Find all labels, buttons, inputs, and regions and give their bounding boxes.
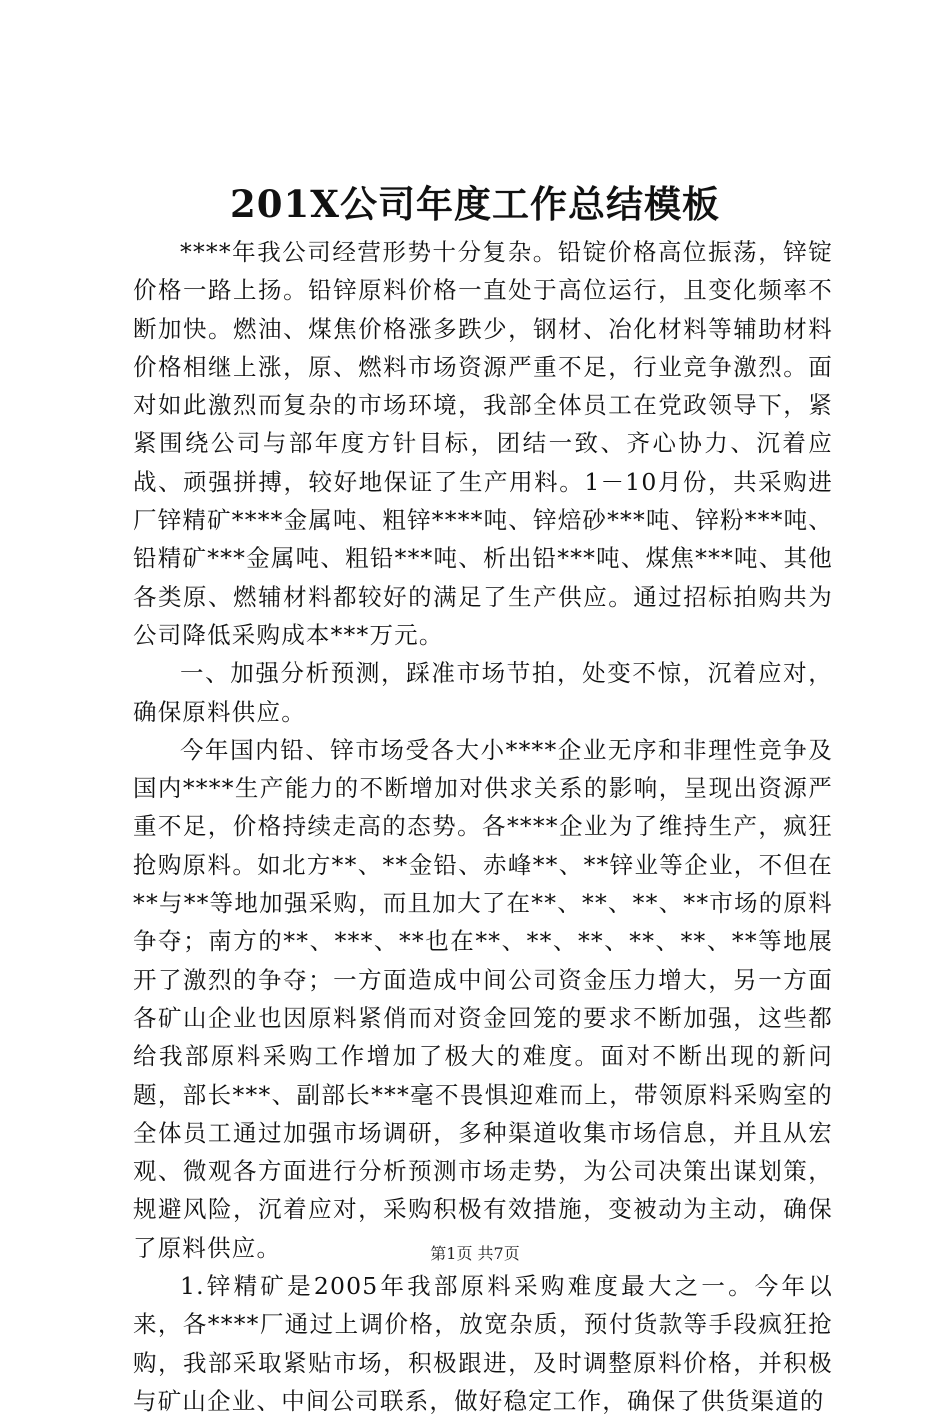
body-paragraph: 今年国内铅、锌市场受各大小****企业无序和非理性竞争及国内****生产能力的不断增加对供求关系的影响，呈现出资源严重不足，价格持续走高的态势。各****企业为了维持生产，疯狂抢购原料。如北方**、**金铅、赤峰**、**锌业等企业，不但在**与**等地加强采购，而且加大了在**、**、**、**市场的原料争夺；南方的**、***、**也在**、**、**、**、**、**等地展开了激烈的争夺；一方面造成中间公司资金压力增大，另一方面各矿山企业也因原料紧俏而对资金回笼的要求不断加强，这些都给我部原料采购工作增加了极大的难度。面对不断出现的新问题，部长***、副部长***毫不畏惧迎难而上，带领原料采购室的全体员工通过加强市场调研，多种渠道收集市场信息，并且从宏观、微观各方面进行分析预测市场走势，为公司决策出谋划策，规避风险，沉着应对，采购积极有效措施，变被动为主动，确保了原料供应。 xyxy=(133,735,833,1262)
body-paragraph: ****年我公司经营形势十分复杂。铅锭价格高位振荡，锌锭价格一路上扬。铅锌原料价格一直处于高位运行，且变化频率不断加快。燃油、煤焦价格涨多跌少，钢材、冶化材料等辅助材料价格相继上涨，原、燃料市场资源严重不足，行业竞争激烈。面对如此激烈而复杂的市场环境，我部全体员工在党政领导下，紧紧围绕公司与部年度方针目标，团结一致、齐心协力、沉着应战、顽强拼搏，较好地保证了生产用料。1－10月份，共采购进厂锌精矿****金属吨、粗锌****吨、锌焙砂***吨、锌粉***吨、铅精矿***金属吨、粗铅***吨、析出铅***吨、煤焦***吨、其他各类原、燃辅材料都较好的满足了生产供应。通过招标拍购共为公司降低采购成本***万元。 xyxy=(133,238,833,649)
document-title: 201X公司年度工作总结模板 xyxy=(230,182,720,226)
body-paragraph: 1.锌精矿是2005年我部原料采购难度最大之一。今年以来，各****厂通过上调价格，放宽杂质，预付货款等手段疯狂抢购，我部采取紧贴市场，积极跟进，及时调整原料价格，并积极与矿山企业、中间公司联系，做好稳定工作，确保了供货渠道的 xyxy=(133,1272,833,1415)
document-body xyxy=(133,233,833,1420)
page-footer: 第1页 共7页 xyxy=(430,1244,520,1263)
section-heading: 一、加强分析预测，踩准市场节拍，处变不惊，沉着应对，确保原料供应。 xyxy=(133,659,833,726)
